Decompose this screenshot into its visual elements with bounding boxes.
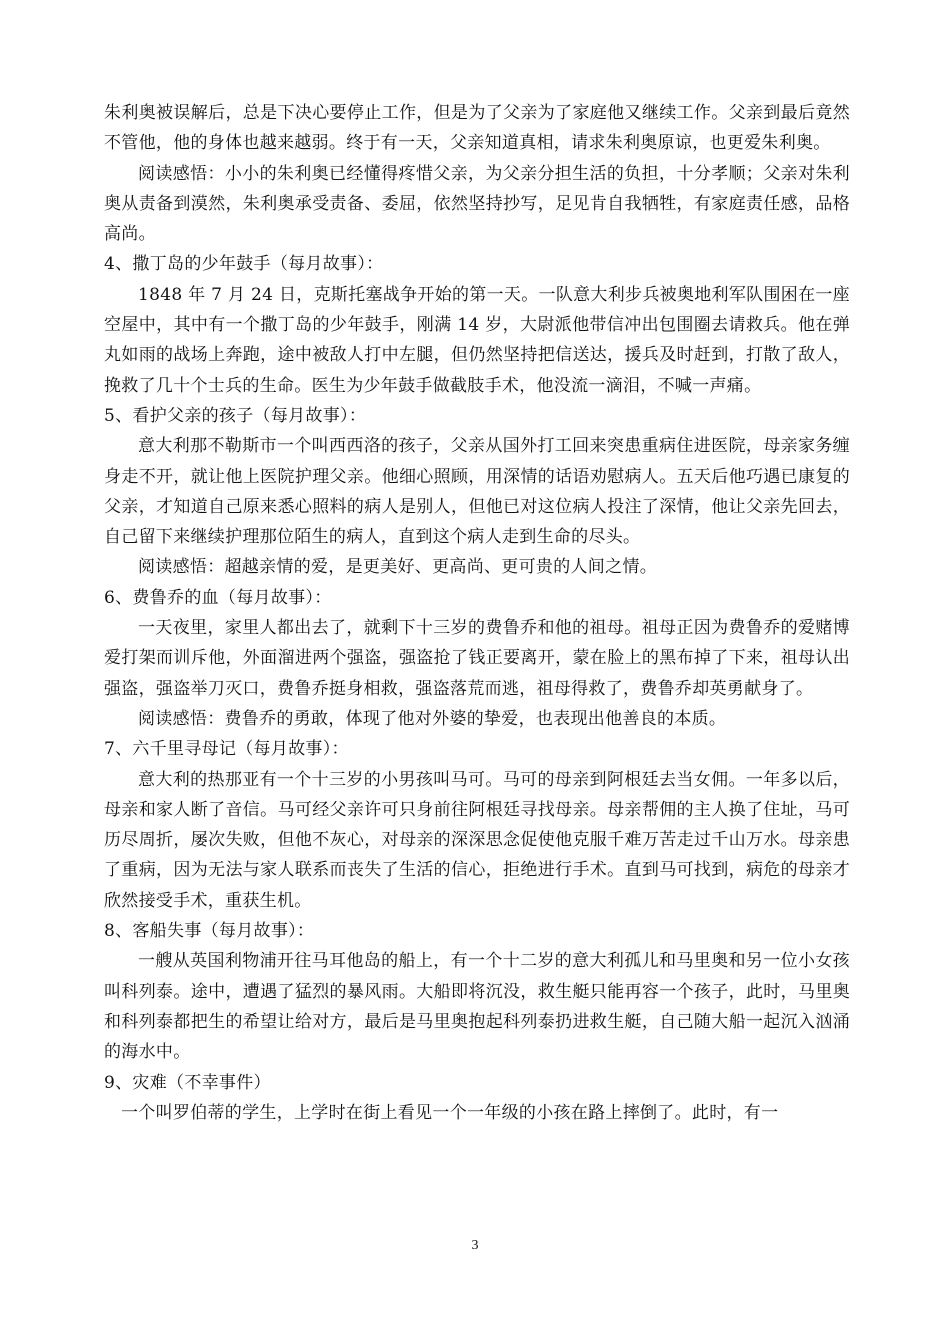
section-heading-4: 4、撒丁岛的少年鼓手（每月故事）： [104, 254, 384, 275]
paragraph-sardinian-drummer: 1848 年 7 月 24 日，克斯托塞战争开始的第一天。一队意大利步兵被奥地利军队围困在一座空屋中，其中有一个撒丁岛的少年鼓手，刚满 14 岁，大尉派他带信冲出包围圈去请救兵。他在弹丸如雨的战场上奔跑，途中被敌人打中左腿，但仍然坚持把信送达，援兵及时赶到，打散了敌人，挽救了几十个士兵的生命。医生为少年鼓手做截肢手术，他没流一滴泪，不喊一声痛。 [104, 284, 850, 396]
paragraph-search-for-mother: 意大利的热那亚有一个十三岁的小男孩叫马可。马可的母亲到阿根廷去当女佣。一年多以后，母亲和家人断了音信。马可经父亲许可只身前往阿根廷寻找母亲。母亲帮佣的主人换了住址，马可历尽周折，屡次失败，但他不灰心，对母亲的深深思念促使他克服千难万苦走过千山万水。母亲患了重病，因为无法与家人联系而丧失了生活的信心，拒绝进行手术。直到马可找到，病危的母亲才欣然接受手术，重获生机。 [104, 769, 850, 911]
section-heading-5: 5、看护父亲的孩子（每月故事）： [104, 405, 367, 426]
paragraph-nurse-of-father: 意大利那不勒斯市一个叫西西洛的孩子，父亲从国外打工回来突患重病住进医院，母亲家务缠身走不开，就让他上医院护理父亲。他细心照顾，用深情的话语劝慰病人。五天后他巧遇已康复的父亲，才知道自己原来悉心照料的病人是别人，但他已对这位病人投注了深情，他让父亲先回去，自己留下来继续护理那位陌生的病人，直到这个病人走到生命的尽头。 [104, 436, 850, 548]
paragraph-shipwreck: 一艘从英国利物浦开往马耳他岛的船上，有一个十二岁的意大利孤儿和马里奥和另一位小女孩叫科列泰。途中，遭遇了猛烈的暴风雨。大船即将沉没，救生艇只能再容一个孩子，此时，马里奥和科列泰都把生的希望让给对方，最后是马里奥抱起科列泰扔进救生艇，自己随大船一起沉入汹涌的海水中。 [104, 951, 850, 1063]
paragraph-reading-reflection-ferruccio: 阅读感悟：费鲁乔的勇敢，体现了他对外婆的挚爱，也表现出他善良的本质。 [138, 708, 727, 729]
paragraph-reading-reflection-giulio: 阅读感悟：小小的朱利奥已经懂得疼惜父亲，为父亲分担生活的负担，十分孝顺；父亲对朱利奥从责备到漠然，朱利奥承受责备、委屈，依然坚持抄写，足见肯自我牺牲，有家庭责任感，品格高尚。 [104, 163, 850, 245]
section-heading-9: 9、灾难（不幸事件） [104, 1072, 271, 1093]
section-heading-6: 6、费鲁乔的血（每月故事）： [104, 587, 332, 608]
page-number: 3 [471, 1238, 479, 1253]
section-heading-8: 8、客船失事（每月故事）： [104, 921, 315, 942]
section-heading-7: 7、六千里寻母记（每月故事）： [104, 739, 349, 760]
document-body [104, 98, 850, 1128]
paragraph-ferruccio-blood: 一天夜里，家里人都出去了，就剩下十三岁的费鲁乔和他的祖母。祖母正因为费鲁乔的爱赌博爱打架而训斥他，外面溜进两个强盗，强盗抢了钱正要离开，蒙在脸上的黑布掉了下来，祖母认出强盗，强盗举刀灭口，费鲁乔挺身相救，强盗落荒而逃，祖母得救了，费鲁乔却英勇献身了。 [104, 618, 850, 699]
paragraph-giulio-ending: 朱利奥被误解后，总是下决心要停止工作，但是为了父亲为了家庭他又继续工作。父亲到最后竟然不管他，他的身体也越来越弱。终于有一天，父亲知道真相，请求朱利奥原谅，也更爱朱利奥。 [104, 103, 850, 154]
paragraph-reading-reflection-nurse: 阅读感悟：超越亲情的爱，是更美好、更高尚、更可贵的人间之情。 [138, 557, 657, 578]
paragraph-disaster: 一个叫罗伯蒂的学生，上学时在街上看见一个一年级的小孩在路上摔倒了。此时，有一 [121, 1102, 779, 1123]
